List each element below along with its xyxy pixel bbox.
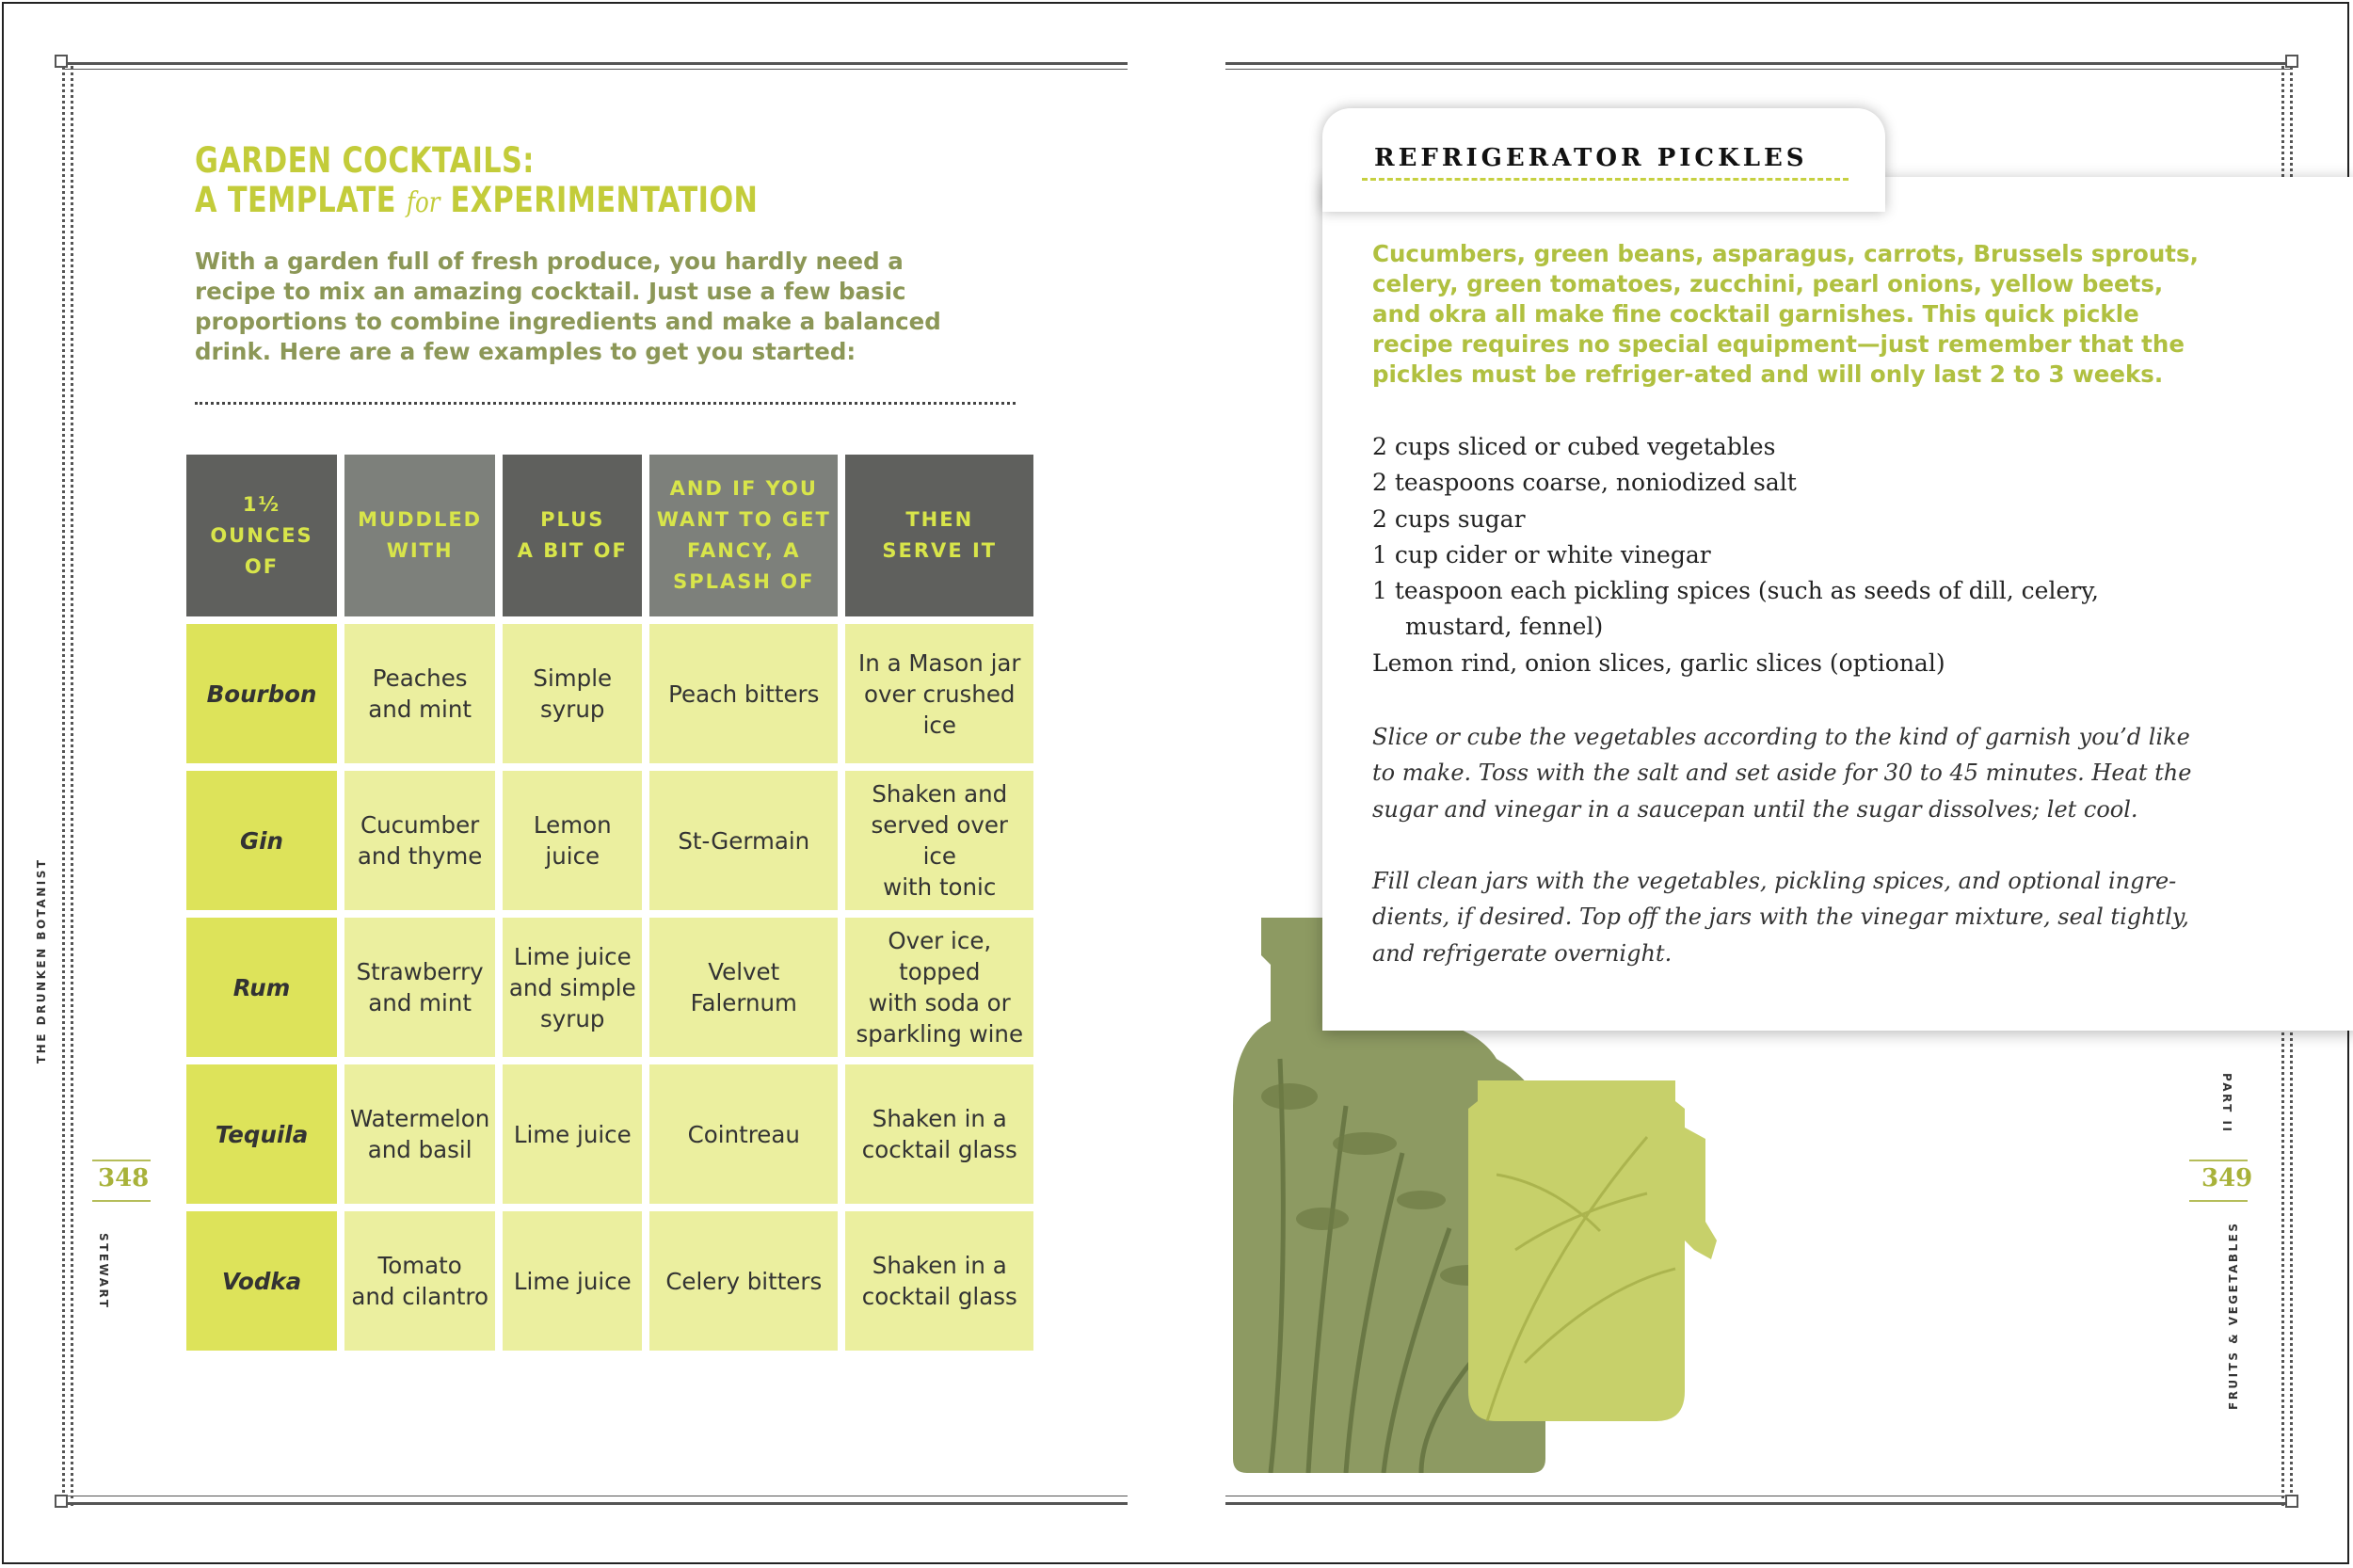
page-number-rule xyxy=(2189,1160,2248,1161)
cell-line: Cointreau xyxy=(687,1120,800,1148)
header-line: SPLASH OF xyxy=(673,570,815,593)
table-cell xyxy=(344,624,495,763)
ingredient-item: 1 cup cider or white vinegar xyxy=(1372,540,1711,568)
header-line: FANCY, A xyxy=(687,539,801,562)
table-row xyxy=(186,1064,1033,1204)
header-line: A BIT OF xyxy=(517,539,628,562)
card-title: REFRIGERATOR PICKLES xyxy=(1374,144,1808,172)
cell-line: Shaken in a xyxy=(872,1105,1007,1132)
table-cell xyxy=(344,918,495,1057)
table-row xyxy=(186,771,1033,910)
header-line: AND IF YOU xyxy=(669,477,818,500)
running-head-section: FRUITS & VEGETABLES xyxy=(2227,1221,2240,1410)
spirit-cell: Rum xyxy=(186,918,337,1057)
cell-line: Watermelon xyxy=(350,1105,490,1132)
intro-paragraph: With a garden full of fresh produce, you hardly need a recipe to mix an amazing cocktail. Just use a few basic proportions to combine ingredients and make a balanced drink. Here are a few examples to get you started: xyxy=(195,248,941,365)
table-cell xyxy=(344,771,495,910)
table-header-cell xyxy=(186,455,337,616)
table-cell xyxy=(845,918,1033,1057)
header-line: OUNCES xyxy=(210,523,313,547)
cell-line: and mint xyxy=(368,989,472,1016)
cell-line: Peaches xyxy=(372,664,468,692)
page-title xyxy=(195,141,758,223)
title-for: for xyxy=(406,186,440,219)
card-title-underline xyxy=(1362,178,1849,181)
page-number-left: 348 xyxy=(94,1162,152,1194)
cell-line: St-Germain xyxy=(678,826,810,855)
cell-line: Strawberry xyxy=(356,958,484,985)
cocktail-template-table xyxy=(179,447,1041,1358)
cell-line: served over ice xyxy=(871,811,1008,870)
cell-line: Lime juice xyxy=(513,1120,632,1148)
table-cell xyxy=(845,1064,1033,1204)
table-cell xyxy=(649,771,838,910)
header-line: MUDDLED xyxy=(358,508,483,531)
cell-line: and mint xyxy=(368,696,472,723)
dotted-separator xyxy=(195,402,1016,405)
title-line-1: GARDEN COCKTAILS: xyxy=(195,140,535,181)
ingredient-item: 1 teaspoon each pickling spices (such as seeds of dill, celery, xyxy=(1372,577,2099,605)
cell-line: syrup xyxy=(540,1004,605,1032)
cell-line: Shaken and xyxy=(872,780,1008,808)
title-experimentation: EXPERIMENTATION xyxy=(450,180,759,220)
table-row xyxy=(186,918,1033,1057)
cell-line: Over ice, topped xyxy=(888,927,992,985)
header-line: WITH xyxy=(386,539,454,562)
cell-line: Velvet xyxy=(708,958,780,985)
running-head-book: THE DRUNKEN BOTANIST xyxy=(35,857,48,1064)
table-row xyxy=(186,1211,1033,1351)
pickles-intro: Cucumbers, green beans, asparagus, carrots, Brussels sprouts, celery, green tomatoes, zucchini, pearl onions, yellow beets, and okra all make fine cocktail garnishes. This quick pickle recipe requires no special equipment—just remember that the pickles must be refriger-ated and will only last 2 to 3 weeks. xyxy=(1372,240,2199,388)
table-header-cell xyxy=(503,455,642,616)
table-cell xyxy=(503,918,642,1057)
card-tab-join xyxy=(1322,169,1885,207)
ingredient-item-continued: mustard, fennel) xyxy=(1405,613,1604,641)
jar-illustration-small xyxy=(1459,1080,1722,1421)
cell-line: Falernum xyxy=(690,989,797,1016)
table-cell xyxy=(649,1211,838,1351)
cell-line: and basil xyxy=(367,1136,472,1163)
cell-line: Celery bitters xyxy=(665,1267,823,1295)
cell-line: Lemon juice xyxy=(533,811,612,870)
table-header-cell xyxy=(344,455,495,616)
cell-line: cocktail glass xyxy=(861,1283,1017,1310)
cell-line: and thyme xyxy=(357,842,483,870)
method-step-2: Fill clean jars with the vegetables, pickling spices, and optional ingre-dients, if desired. Top off the jars with the vinegar mixture, seal tightly, and refrigerate overnight. xyxy=(1372,868,2189,967)
table-header-cell xyxy=(649,455,838,616)
cell-line: Lime juice xyxy=(513,1267,632,1295)
cell-line: syrup xyxy=(540,696,605,723)
header-line: PLUS xyxy=(540,508,605,531)
ingredient-item: 2 teaspoons coarse, noniodized salt xyxy=(1372,469,1797,497)
spirit-cell: Bourbon xyxy=(186,624,337,763)
header-line: 1½ xyxy=(242,492,281,516)
cell-line: In a Mason jar xyxy=(858,648,1021,677)
running-head-author: STEWART xyxy=(97,1233,110,1310)
title-line-2 xyxy=(195,181,758,223)
page-number-rule xyxy=(2189,1200,2248,1202)
cell-line: Simple xyxy=(533,664,613,692)
cell-line: and cilantro xyxy=(351,1283,488,1310)
cell-line: Lime juice xyxy=(513,942,632,970)
table-cell xyxy=(649,918,838,1057)
cell-line: Tomato xyxy=(377,1252,462,1279)
table-cell xyxy=(503,1211,642,1351)
cell-line: Peach bitters xyxy=(668,680,820,708)
cell-line: over crushed ice xyxy=(864,680,1016,739)
table-cell xyxy=(344,1211,495,1351)
page-number-rule xyxy=(92,1200,151,1202)
table-cell xyxy=(503,1064,642,1204)
ingredient-item: 2 cups sliced or cubed vegetables xyxy=(1372,433,1776,460)
header-line: WANT TO GET xyxy=(656,508,831,531)
table-cell xyxy=(845,771,1033,910)
table-row xyxy=(186,624,1033,763)
cell-line: sparkling wine xyxy=(856,1020,1024,1048)
cell-line: Shaken in a xyxy=(872,1252,1007,1279)
cell-line: cocktail glass xyxy=(861,1136,1017,1163)
spirit-cell: Vodka xyxy=(186,1211,337,1351)
spirit-cell: Tequila xyxy=(186,1064,337,1204)
method-step-1: Slice or cube the vegetables according to the kind of garnish you’d like to make. Toss with the salt and set aside for 30 to 45 minutes. Heat the sugar and vinegar in a saucepan until the sugar dissolves; let cool. xyxy=(1372,724,2192,823)
ingredient-list xyxy=(1372,429,2219,681)
cell-line: with soda or xyxy=(868,989,1011,1016)
page-number-right: 349 xyxy=(2198,1162,2256,1194)
cell-line: Cucumber xyxy=(360,811,480,839)
ingredient-item: 2 cups sugar xyxy=(1372,504,1526,533)
cell-line: with tonic xyxy=(883,873,997,901)
spirit-cell: Gin xyxy=(186,771,337,910)
page-number-rule xyxy=(92,1160,151,1161)
running-head-part: PART II xyxy=(2220,1073,2233,1134)
header-line: SERVE IT xyxy=(882,539,998,562)
table-cell xyxy=(503,624,642,763)
table-header-cell xyxy=(845,455,1033,616)
title-template: A TEMPLATE xyxy=(195,180,396,220)
header-line: OF xyxy=(244,554,280,578)
cell-line: and simple xyxy=(508,973,636,1001)
table-cell xyxy=(649,1064,838,1204)
ingredient-item: Lemon rind, onion slices, garlic slices (optional) xyxy=(1372,648,1945,677)
header-line: THEN xyxy=(905,508,974,531)
table-cell xyxy=(344,1064,495,1204)
table-cell xyxy=(845,1211,1033,1351)
table-cell xyxy=(503,771,642,910)
table-cell xyxy=(845,624,1033,763)
table-cell xyxy=(649,624,838,763)
